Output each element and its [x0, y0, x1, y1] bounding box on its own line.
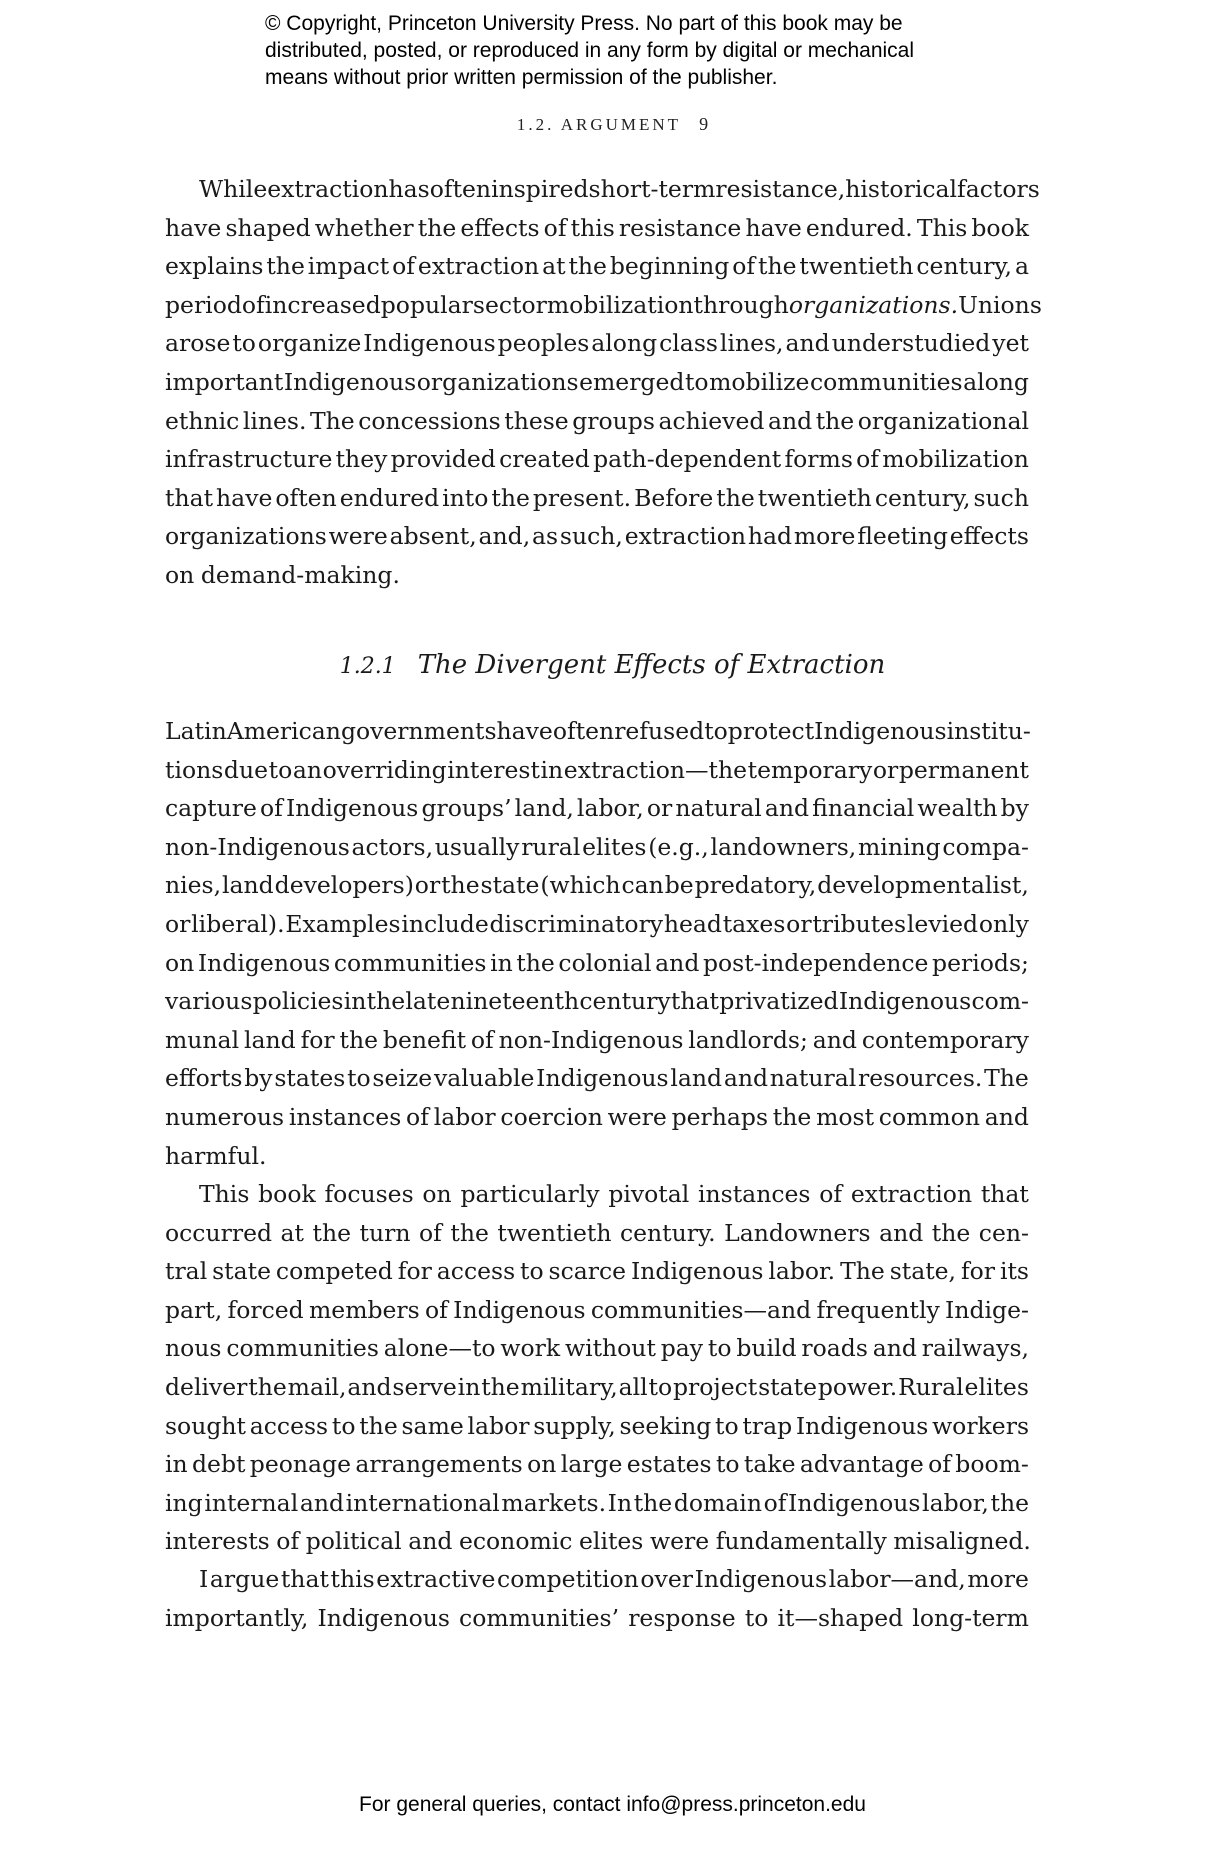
copyright-line: © Copyright, Princeton University Press. No part of this book may be [265, 12, 903, 35]
text-line: non-Indigenous actors, usually rural elites (e.g., landowners, mining compa- [165, 832, 1029, 861]
text-line: importantly, Indigenous communities’ response to it—shaped long-term [165, 1603, 1029, 1632]
page-number: 9 [699, 114, 709, 134]
paragraph [165, 1175, 1029, 1561]
copyright-line: distributed, posted, or reproduced in any form by digital or mechanical [265, 39, 915, 62]
text-line: organizations were absent, and, as such, extraction had more fleeting effects [165, 522, 1029, 551]
text-line: While extraction has often inspired short-term resistance, historical factors [199, 175, 1040, 203]
text-line: efforts by states to seize valuable Indigenous land and natural resources. The [165, 1064, 1029, 1093]
text-line: important Indigenous organizations emerged to mobilize communities along [165, 367, 1029, 396]
copyright-line: means without prior written permission of the publisher. [265, 66, 778, 89]
text-line: numerous instances of labor coercion were perhaps the most common and [165, 1102, 1029, 1131]
paragraph [165, 170, 1042, 595]
text-line: ethnic lines. The concessions these groups achieved and the organizational [165, 406, 1029, 435]
text-line: period of increased popular sector mobilization through organizations. Unions [165, 290, 1042, 319]
text-line: tral state competed for access to scarce Indigenous labor. The state, for its [165, 1257, 1029, 1286]
text-line: occurred at the turn of the twentieth century. Landowners and the cen- [165, 1218, 1029, 1247]
text-line: capture of Indigenous groups’ land, labor, or natural and financial wealth by [165, 794, 1029, 823]
text-line: ing internal and international markets. In the domain of Indigenous labor, the [165, 1488, 1029, 1517]
text-line: This book focuses on particularly pivotal instances of extraction that [199, 1180, 1029, 1208]
text-line: munal land for the benefit of non-Indigenous landlords; and contemporary [165, 1025, 1029, 1054]
text-line: or liberal). Examples include discriminatory head taxes or tributes levied only [165, 909, 1029, 938]
text-line: arose to organize Indigenous peoples along class lines, and understudied yet [165, 329, 1029, 358]
text-line: on demand-making. [165, 560, 400, 589]
text-line: in debt peonage arrangements on large estates to take advantage of boom- [165, 1450, 1029, 1479]
text-line: various policies in the late nineteenth century that privatized Indigenous com- [165, 987, 1029, 1016]
text-line: harmful. [165, 1141, 267, 1170]
footer-contact: For general queries, contact info@press.princeton.edu [359, 1793, 866, 1816]
text-line: sought access to the same labor supply, seeking to trap Indigenous workers [165, 1411, 1029, 1440]
text-line: explains the impact of extraction at the beginning of the twentieth century, a [165, 252, 1029, 281]
text-line: Latin American governments have often refused to protect Indigenous institu- [165, 717, 1031, 745]
section-heading [0, 650, 1225, 680]
paragraph [165, 712, 1029, 1175]
text-line: on Indigenous communities in the colonial and post-independence periods; [165, 948, 1029, 977]
section-title: The Divergent Effects of Extraction [417, 650, 886, 680]
running-head [0, 114, 1225, 135]
text-line: I argue that this extractive competition over Indigenous labor—and, more [199, 1565, 1029, 1593]
text-line: part, forced members of Indigenous communities—and frequently Indige- [165, 1295, 1029, 1324]
text-line: interests of political and economic elites were fundamentally misaligned. [165, 1527, 1031, 1556]
text-line: tions due to an overriding interest in extraction—the temporary or permanent [165, 755, 1029, 784]
text-line: nies, land developers) or the state (which can be predatory, developmentalist, [165, 871, 1029, 900]
paragraph [165, 1560, 1029, 1637]
text-line: infrastructure they provided created path-dependent forms of mobilization [165, 445, 1029, 474]
section-number: 1.2.1 [339, 654, 396, 679]
text-line: that have often endured into the present. Before the twentieth century, such [165, 483, 1029, 512]
copyright-notice [265, 10, 1025, 91]
running-head-section: 1.2. ARGUMENT [516, 115, 682, 134]
text-line: have shaped whether the effects of this resistance have endured. This book [165, 213, 1029, 242]
text-line: nous communities alone—to work without pay to build roads and railways, [165, 1334, 1029, 1363]
text-line: deliver the mail, and serve in the military, all to project state power. Rural elites [165, 1372, 1029, 1401]
